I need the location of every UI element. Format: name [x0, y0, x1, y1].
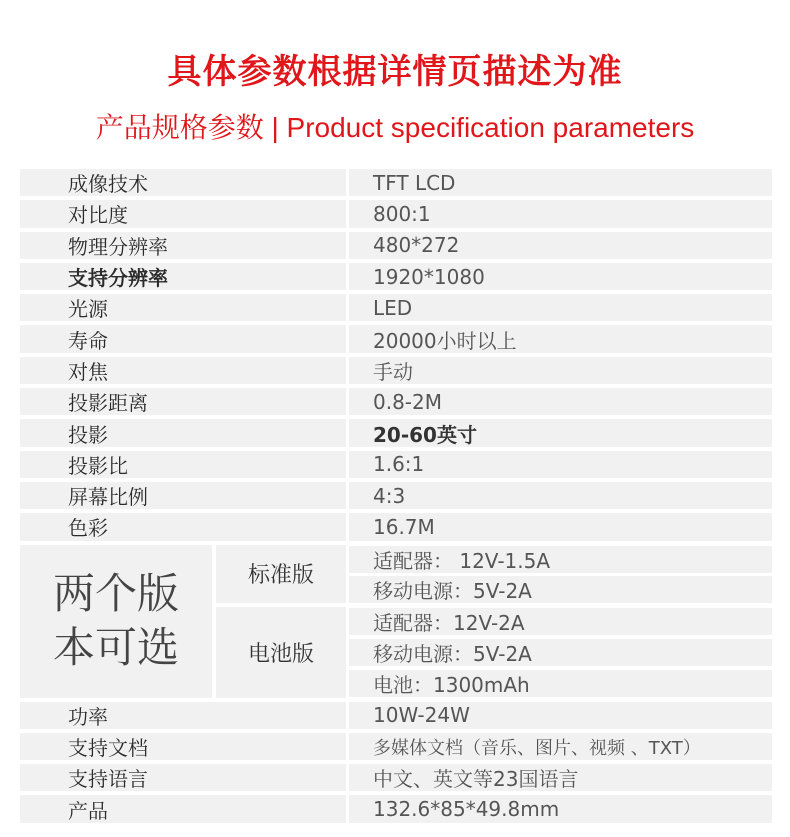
spec-row-light-source	[20, 292, 772, 323]
standard-adapter-spec: 适配器： 12V-1.5A	[349, 546, 772, 573]
spec-label: 支持文档	[20, 733, 346, 760]
spec-value: 多媒体文档（音乐、图片、视频 、TXT）	[349, 733, 772, 760]
spec-label: 寿命	[20, 325, 346, 352]
spec-label: 投影	[20, 419, 346, 446]
standard-version-label: 标准版	[216, 545, 346, 603]
spec-label: 投影比	[20, 451, 346, 478]
spec-label: 支持语言	[20, 764, 346, 791]
spec-label: 功率	[20, 702, 346, 729]
spec-label: 对比度	[20, 200, 346, 227]
battery-version-label: 电池版	[216, 607, 346, 698]
spec-row-lifespan	[20, 323, 772, 354]
spec-row-native-resolution	[20, 230, 772, 261]
spec-row-projection-distance	[20, 386, 772, 417]
spec-table	[20, 167, 772, 825]
spec-row-languages	[20, 762, 772, 793]
spec-label: 物理分辨率	[20, 232, 346, 259]
spec-value: TFT LCD	[349, 169, 772, 196]
battery-power-bank-spec: 移动电源：5V-2A	[349, 639, 772, 666]
spec-value: 16.7M	[349, 513, 772, 540]
spec-value: 1.6:1	[349, 451, 772, 478]
spec-value: 10W-24W	[349, 702, 772, 729]
spec-row-color	[20, 511, 772, 542]
spec-row-projection-size	[20, 417, 772, 448]
spec-row-power	[20, 700, 772, 731]
spec-value: 132.6*85*49.8mm	[349, 795, 772, 822]
spec-label: 支持分辨率	[20, 263, 346, 290]
spec-label: 产品	[20, 795, 346, 822]
spec-label: 屏幕比例	[20, 482, 346, 509]
page-title: 具体参数根据详情页描述为准	[167, 52, 623, 92]
spec-label: 色彩	[20, 513, 346, 540]
spec-value: 中文、英文等23国语言	[349, 764, 772, 791]
page-subtitle: 产品规格参数 | Product specification parameters	[95, 112, 695, 143]
spec-row-documents	[20, 731, 772, 762]
spec-value: 800:1	[349, 200, 772, 227]
spec-value: 1920*1080	[349, 263, 772, 290]
spec-value: LED	[349, 294, 772, 321]
spec-value: 0.8-2M	[349, 388, 772, 415]
spec-row-product-size	[20, 793, 772, 824]
battery-capacity-spec: 电池：1300mAh	[349, 670, 772, 697]
standard-power-bank-spec: 移动电源：5V-2A	[349, 576, 772, 603]
spec-row-imaging	[20, 167, 772, 198]
spec-value: 20-60英寸	[349, 419, 772, 446]
version-section	[20, 543, 772, 700]
spec-value: 20000小时以上	[349, 325, 772, 352]
spec-value: 手动	[349, 357, 772, 384]
spec-label: 成像技术	[20, 169, 346, 196]
version-caption-line: 本可选	[52, 623, 179, 673]
spec-row-throw-ratio	[20, 449, 772, 480]
spec-label: 对焦	[20, 357, 346, 384]
spec-value: 4:3	[349, 482, 772, 509]
spec-value: 480*272	[349, 232, 772, 259]
battery-adapter-spec: 适配器：12V-2A	[349, 608, 772, 635]
spec-row-aspect-ratio	[20, 480, 772, 511]
spec-row-supported-resolution	[20, 261, 772, 292]
version-caption-line: 两个版	[52, 569, 179, 619]
spec-row-contrast	[20, 198, 772, 229]
spec-label: 光源	[20, 294, 346, 321]
spec-label: 投影距离	[20, 388, 346, 415]
version-caption	[20, 545, 212, 698]
spec-row-focus	[20, 355, 772, 386]
